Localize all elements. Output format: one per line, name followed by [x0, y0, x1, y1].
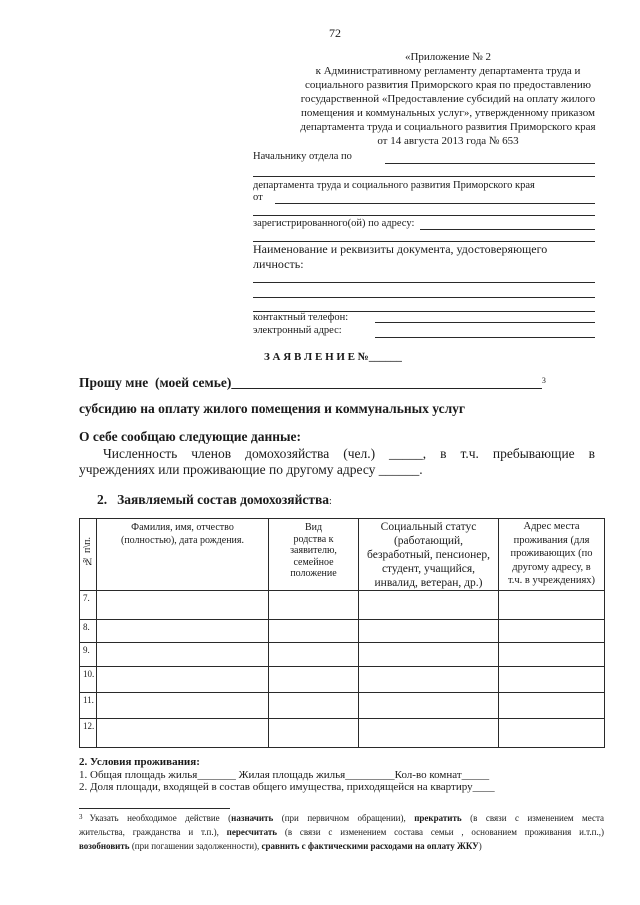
table-header-row — [80, 519, 605, 591]
footnote-action-compare: сравнить с фактическими расходами на оплату ЖКУ — [261, 841, 479, 851]
header-line: заявителю, — [290, 545, 337, 556]
id-document-label-2: личность: — [253, 257, 304, 271]
residence-address-cell — [499, 667, 605, 693]
table-row — [80, 591, 605, 620]
header-line: безработный, пенсионер, — [367, 549, 490, 561]
applicant-name-blank-2 — [253, 215, 595, 216]
relationship-cell — [269, 643, 359, 667]
email-blank — [375, 337, 595, 338]
relationship-cell — [269, 693, 359, 719]
social-status-cell — [359, 719, 499, 748]
footnote-text: (в связи с изменением места — [461, 813, 604, 823]
footnote-mark: 3 — [79, 813, 83, 821]
about-self-heading: О себе сообщаю следующие данные: — [79, 429, 302, 444]
row-number-cell: 8. — [80, 620, 97, 643]
request-subject: субсидию на оплату жилого помещения и коммунальных услуг — [79, 401, 466, 416]
residence-address-cell — [499, 643, 605, 667]
footnote-text: (в связи с изменением состава семьи , основанием проживания и.т.п.,) — [277, 827, 604, 837]
applicant-name-blank — [275, 203, 595, 204]
social-status-cell — [359, 643, 499, 667]
footnote-text: ) — [478, 841, 482, 851]
appendix-line: социального развития Приморского края по предоставлению — [304, 79, 592, 91]
living-area-line: 1. Общая площадь жилья_______ Жилая площадь жилья_________Кол-во комнат_____ — [79, 769, 490, 781]
from-label: от — [253, 192, 263, 203]
residence-address-cell — [499, 620, 605, 643]
header-line: студент, учащийся, — [381, 563, 476, 575]
table-row — [80, 643, 605, 667]
household-count-line: Численность членов домохозяйства (чел.) _____, в т.ч. пребывающие в — [103, 446, 595, 461]
department-label: департамента труда и социального развития Приморского края — [253, 180, 535, 191]
id-document-label: Наименование и реквизиты документа, удостоверяющего — [253, 242, 548, 256]
head-of-department-blank-2 — [253, 176, 595, 177]
full-name-cell — [97, 693, 269, 719]
appendix-line: помещения и коммунальных услуг», утвержденному приказом — [301, 107, 595, 119]
appendix-header — [293, 50, 603, 148]
header-line: инвалид, ветеран, др.) — [374, 577, 483, 589]
full-name-cell — [97, 667, 269, 693]
header-line: проживающих (по — [510, 548, 593, 559]
full-name-cell — [97, 643, 269, 667]
header-line: Социальный статус — [380, 521, 477, 533]
registered-address-label: зарегистрированного(ой) по адресу: — [253, 218, 415, 229]
row-number-cell: 12. — [80, 719, 97, 748]
appendix-line: «Приложение № 2 — [404, 51, 492, 63]
row-number-cell: 9. — [80, 643, 97, 667]
footnote-action-resume: возобновить — [79, 841, 130, 851]
column-header-relationship — [269, 519, 359, 591]
header-line: т.ч. в учреждениях) — [507, 575, 596, 586]
header-line: (работающий, — [393, 535, 464, 547]
full-name-cell — [97, 591, 269, 620]
header-line: (полностью), дата рождения. — [121, 534, 244, 546]
section-number: 2. — [97, 492, 108, 507]
footnote-line — [79, 825, 604, 839]
footnote-text: (при первичном обращении), — [273, 813, 415, 823]
footnote-text: Указать необходимое действие ( — [89, 813, 232, 823]
footnote-line — [79, 811, 604, 825]
social-status-cell — [359, 591, 499, 620]
residence-address-cell — [499, 719, 605, 748]
table-row — [80, 693, 605, 719]
id-document-blank-2 — [253, 297, 595, 298]
household-count-line-2: учреждениях или проживающие по другому адресу ______. — [79, 462, 423, 477]
footnote-line — [79, 839, 604, 853]
header-line: проживания (для — [513, 534, 590, 546]
footnote-action-recalculate: пересчитать — [226, 827, 278, 837]
appendix-line: к Административному регламенту департамента труда и — [315, 65, 581, 77]
social-status-cell — [359, 693, 499, 719]
column-header-number-label: № п\п. — [82, 537, 93, 567]
row-number-cell: 10. — [80, 667, 97, 693]
column-header-full-name — [97, 519, 269, 591]
header-line: другому адресу, в — [512, 561, 591, 573]
footnote-separator — [79, 808, 230, 809]
appendix-line: департамента труда и социального развития Приморского края — [300, 121, 596, 133]
id-document-blank — [253, 282, 595, 283]
header-line: Фамилия, имя, отчество — [131, 522, 234, 533]
footnote-action-terminate: прекратить — [414, 813, 462, 823]
header-line: родства к — [293, 533, 334, 545]
footnote-action-assign: назначить — [231, 813, 274, 823]
social-status-cell — [359, 620, 499, 643]
section-title-colon: : — [329, 496, 332, 507]
residence-address-cell — [499, 591, 605, 620]
common-property-share-line: 2. Доля площади, входящей в состав общего имущества, приходящейся на квартиру____ — [79, 781, 495, 793]
header-line: семейное — [293, 556, 334, 568]
page-number: 72 — [329, 26, 341, 40]
head-of-department-label: Начальнику отдела по — [253, 151, 352, 162]
registered-address-blank — [420, 229, 595, 230]
phone-blank — [375, 322, 595, 323]
table-row — [80, 719, 605, 748]
table-row — [80, 620, 605, 643]
column-header-residence-address — [499, 519, 605, 591]
request-text: Прошу мне (моей семье)______________________________________________ — [79, 375, 542, 390]
request-line — [79, 375, 546, 391]
full-name-cell — [97, 719, 269, 748]
header-line: Вид — [304, 522, 323, 533]
full-name-cell — [97, 620, 269, 643]
footnote-reference: 3 — [541, 376, 546, 385]
head-of-department-blank — [385, 163, 595, 164]
phone-label: контактный телефон: — [253, 312, 349, 323]
living-conditions-heading: 2. Условия проживания: — [79, 756, 200, 768]
social-status-cell — [359, 667, 499, 693]
application-title: З А Я В Л Е Н И Е №______ — [264, 351, 402, 363]
header-line: Адрес места — [523, 521, 580, 532]
header-line: положение — [290, 568, 337, 579]
relationship-cell — [269, 591, 359, 620]
row-number-cell: 11. — [80, 693, 97, 719]
column-header-social-status — [359, 519, 499, 591]
relationship-cell — [269, 620, 359, 643]
appendix-line: от 14 августа 2013 года № 653 — [377, 135, 519, 147]
table-row — [80, 667, 605, 693]
relationship-cell — [269, 667, 359, 693]
footnote-text: жительства, гражданства и т.п.), — [79, 827, 227, 837]
residence-address-cell — [499, 693, 605, 719]
household-table — [79, 518, 605, 748]
footnote-text: (при погашении задолженности), — [129, 841, 262, 851]
relationship-cell — [269, 719, 359, 748]
email-label: электронный адрес: — [253, 325, 342, 336]
row-number-cell: 7. — [80, 591, 97, 620]
household-heading — [97, 492, 332, 510]
appendix-line: государственной «Предоставление субсидий на оплату жилого — [300, 93, 596, 105]
section-title: Заявляемый состав домохозяйства — [117, 492, 330, 507]
column-header-number — [80, 519, 97, 591]
